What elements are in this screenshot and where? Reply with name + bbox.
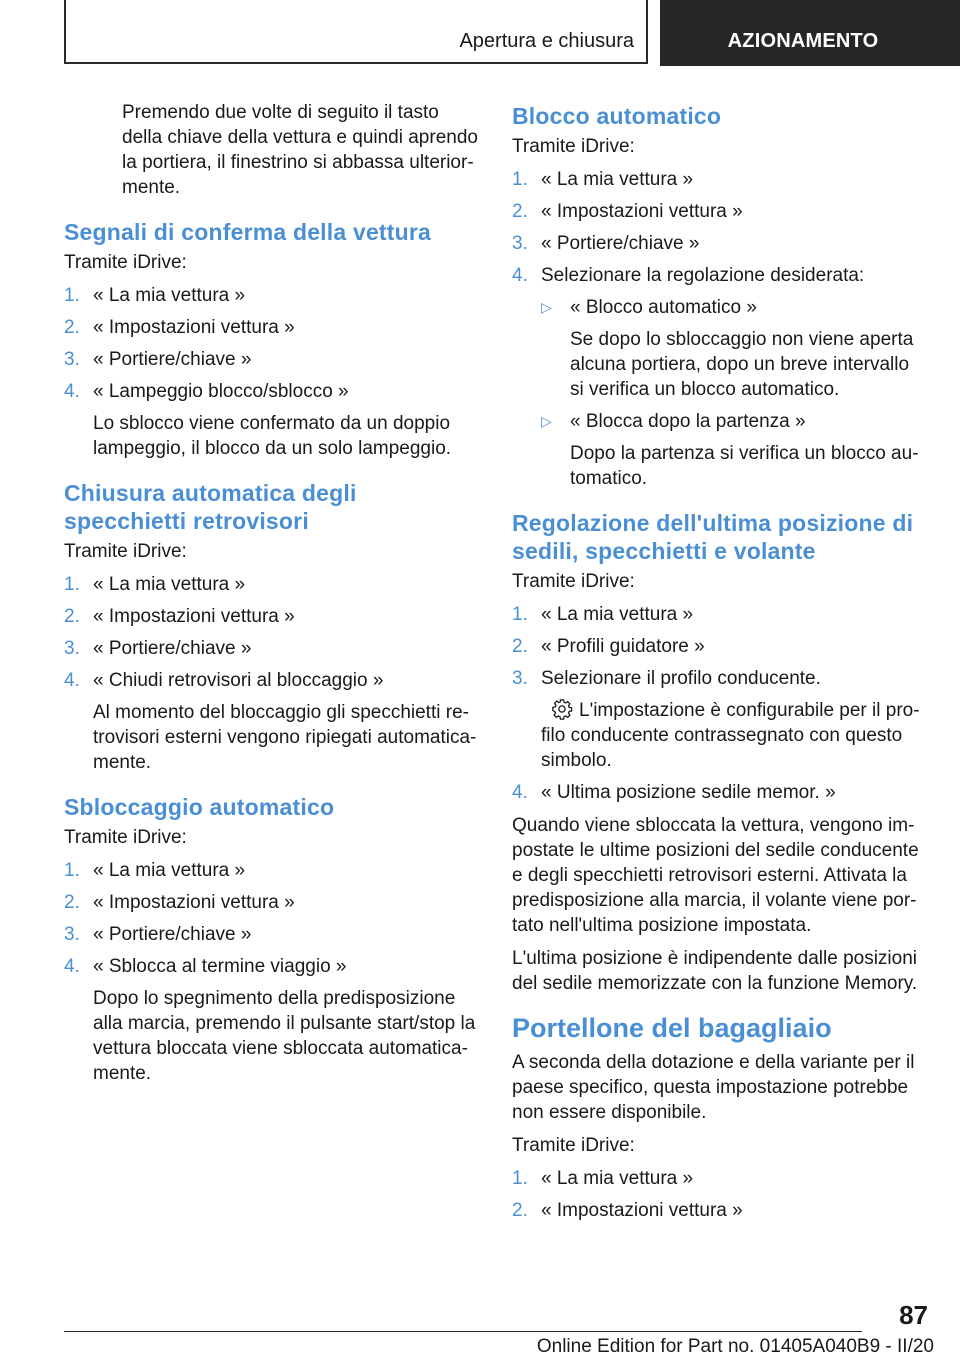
step-number: 4. bbox=[64, 956, 80, 977]
step-label: « Impostazioni vettura » bbox=[93, 892, 295, 913]
triangle-right-icon: ▷ bbox=[541, 299, 552, 315]
option-description: Se dopo lo sbloccaggio non viene aperta alcuna portiera, dopo un breve intervallo si verifica un blocco automatico. bbox=[570, 329, 914, 400]
step-label: « La mia vettura » bbox=[541, 169, 694, 190]
steps-list bbox=[512, 167, 928, 491]
list-item bbox=[64, 315, 484, 340]
step-label: « Chiudi retrovisori al bloccaggio » bbox=[93, 670, 384, 691]
list-item bbox=[64, 954, 484, 1086]
lead-text: Tramite iDrive: bbox=[512, 136, 635, 157]
page-header bbox=[0, 0, 960, 66]
step-number: 4. bbox=[64, 670, 80, 691]
step-number: 1. bbox=[512, 169, 528, 190]
list-item bbox=[64, 890, 484, 915]
step-label: « La mia vettura » bbox=[541, 1168, 694, 1189]
list-item bbox=[512, 602, 928, 627]
step-label: « Lampeggio blocco/sblocco » bbox=[93, 381, 349, 402]
step-number: 4. bbox=[512, 782, 528, 803]
list-item bbox=[512, 780, 928, 805]
step-label: « La mia vettura » bbox=[93, 285, 246, 306]
lead-text: Tramite iDrive: bbox=[64, 827, 187, 848]
list-item bbox=[64, 379, 484, 461]
header-section-title: Apertura e chiusura bbox=[459, 30, 634, 52]
step-label: « La mia vettura » bbox=[541, 604, 694, 625]
page-number: 87 bbox=[899, 1300, 928, 1330]
step-label: « Portiere/chiave » bbox=[93, 638, 252, 659]
list-item bbox=[512, 231, 928, 256]
option-label: « Blocco automatico » bbox=[570, 297, 757, 318]
lead-text: Tramite iDrive: bbox=[512, 571, 635, 592]
gear-icon bbox=[551, 698, 573, 720]
step-number: 2. bbox=[512, 1200, 528, 1221]
list-item bbox=[64, 858, 484, 883]
step-number: 1. bbox=[64, 285, 80, 306]
options-list bbox=[541, 295, 928, 491]
step-number: 2. bbox=[64, 317, 80, 338]
list-item bbox=[512, 199, 928, 224]
step-label: Selezionare la regolazione desiderata: bbox=[541, 265, 865, 286]
steps-list bbox=[64, 858, 484, 1086]
step-label: « Portiere/chiave » bbox=[541, 233, 700, 254]
steps-list bbox=[64, 283, 484, 461]
steps-list bbox=[64, 572, 484, 775]
body-paragraph: A seconda della dotazione e della variante per il paese specifico, questa impostazione potrebbe non essere disponibile. bbox=[512, 1052, 915, 1123]
list-item bbox=[64, 283, 484, 308]
step-description: Lo sblocco viene confermato da un doppio lampeggio, il blocco da un solo lampeggio. bbox=[93, 413, 452, 459]
option-item bbox=[541, 295, 928, 402]
step-number: 1. bbox=[64, 860, 80, 881]
step-number: 2. bbox=[512, 636, 528, 657]
step-label: « Impostazioni vettura » bbox=[93, 317, 295, 338]
step-label: « La mia vettura » bbox=[93, 574, 246, 595]
lead-text: Tramite iDrive: bbox=[64, 541, 187, 562]
step-label: « Impostazioni vettura » bbox=[541, 1200, 743, 1221]
heading-auto-lock: Blocco automatico bbox=[512, 103, 722, 129]
step-label: « Ultima posizione sedile memor. » bbox=[541, 782, 836, 803]
list-item bbox=[512, 1166, 928, 1191]
list-item bbox=[64, 922, 484, 947]
step-label: « Impostazioni vettura » bbox=[93, 606, 295, 627]
list-item bbox=[512, 1198, 928, 1223]
step-number: 1. bbox=[512, 604, 528, 625]
footer-edition: Online Edition for Part no. 01405A040B9 - II/20 bbox=[536, 1336, 934, 1357]
footer-divider bbox=[64, 1331, 862, 1332]
step-number: 3. bbox=[512, 233, 528, 254]
step-number: 2. bbox=[512, 201, 528, 222]
step-label: « Profili guidatore » bbox=[541, 636, 705, 657]
step-label: « Impostazioni vettura » bbox=[541, 201, 743, 222]
steps-list bbox=[512, 602, 928, 805]
step-description: Al momento del bloccaggio gli specchietti re-trovisori esterni vengono ripiegati automatica-mente. bbox=[93, 702, 477, 773]
lead-text: Tramite iDrive: bbox=[64, 252, 187, 273]
heading-mirror-folding: Chiusura automatica degli specchietti retrovisori bbox=[64, 480, 357, 534]
step-number: 3. bbox=[64, 349, 80, 370]
step-number: 3. bbox=[64, 924, 80, 945]
option-description: Dopo la partenza si verifica un blocco au-tomatico. bbox=[570, 443, 919, 489]
option-label: « Blocca dopo la partenza » bbox=[570, 411, 806, 432]
heading-tailgate: Portellone del bagagliaio bbox=[512, 1013, 832, 1043]
right-column bbox=[512, 100, 928, 1231]
step-number: 3. bbox=[512, 668, 528, 689]
body-paragraph: Quando viene sbloccata la vettura, vengono im-postate le ultime posizioni del sedile conducente e degli specchietti retrovisori esterni. Attivata la predisposizione alla marcia, il volante viene por-tato nell'ultima posizione impostata. bbox=[512, 815, 919, 936]
step-description: Dopo lo spegnimento della predisposizione alla marcia, premendo il pulsante start/stop la vettura bloccata viene sbloccata automatica-mente. bbox=[93, 988, 476, 1084]
intro-paragraph: Premendo due volte di seguito il tasto della chiave della vettura e quindi aprendo la portiera, il finestrino si abbassa ulterior-mente. bbox=[122, 102, 478, 198]
step-number: 1. bbox=[64, 574, 80, 595]
list-item bbox=[512, 263, 928, 491]
step-number: 4. bbox=[64, 381, 80, 402]
list-item bbox=[64, 347, 484, 372]
step-label: « Portiere/chiave » bbox=[93, 349, 252, 370]
step-number: 2. bbox=[64, 892, 80, 913]
list-item bbox=[64, 636, 484, 661]
header-chapter-label: AZIONAMENTO bbox=[727, 30, 879, 52]
list-item bbox=[64, 604, 484, 629]
step-label: « La mia vettura » bbox=[93, 860, 246, 881]
list-item bbox=[64, 668, 484, 775]
left-column bbox=[64, 100, 484, 1094]
list-item bbox=[512, 167, 928, 192]
list-item bbox=[64, 572, 484, 597]
list-item bbox=[512, 666, 928, 773]
profile-note bbox=[541, 698, 928, 773]
step-number: 4. bbox=[512, 265, 528, 286]
option-item bbox=[541, 409, 928, 491]
heading-last-position: Regolazione dell'ultima posizione di sedili, specchietti e volante bbox=[512, 510, 914, 564]
step-label: Selezionare il profilo conducente. bbox=[541, 668, 821, 689]
step-label: « Portiere/chiave » bbox=[93, 924, 252, 945]
triangle-right-icon: ▷ bbox=[541, 413, 552, 429]
profile-note-text: L'impostazione è configurabile per il pro-filo conducente contrassegnato con questo simbolo. bbox=[541, 700, 920, 771]
step-label: « Sblocca al termine viaggio » bbox=[93, 956, 347, 977]
heading-confirmation-signals: Segnali di conferma della vettura bbox=[64, 219, 432, 245]
step-number: 3. bbox=[64, 638, 80, 659]
list-item bbox=[512, 634, 928, 659]
body-paragraph: L'ultima posizione è indipendente dalle posizioni del sedile memorizzate con la funzione Memory. bbox=[512, 948, 918, 994]
lead-text: Tramite iDrive: bbox=[512, 1135, 635, 1156]
steps-list bbox=[512, 1166, 928, 1223]
heading-auto-unlock: Sbloccaggio automatico bbox=[64, 794, 335, 820]
step-number: 2. bbox=[64, 606, 80, 627]
step-number: 1. bbox=[512, 1168, 528, 1189]
